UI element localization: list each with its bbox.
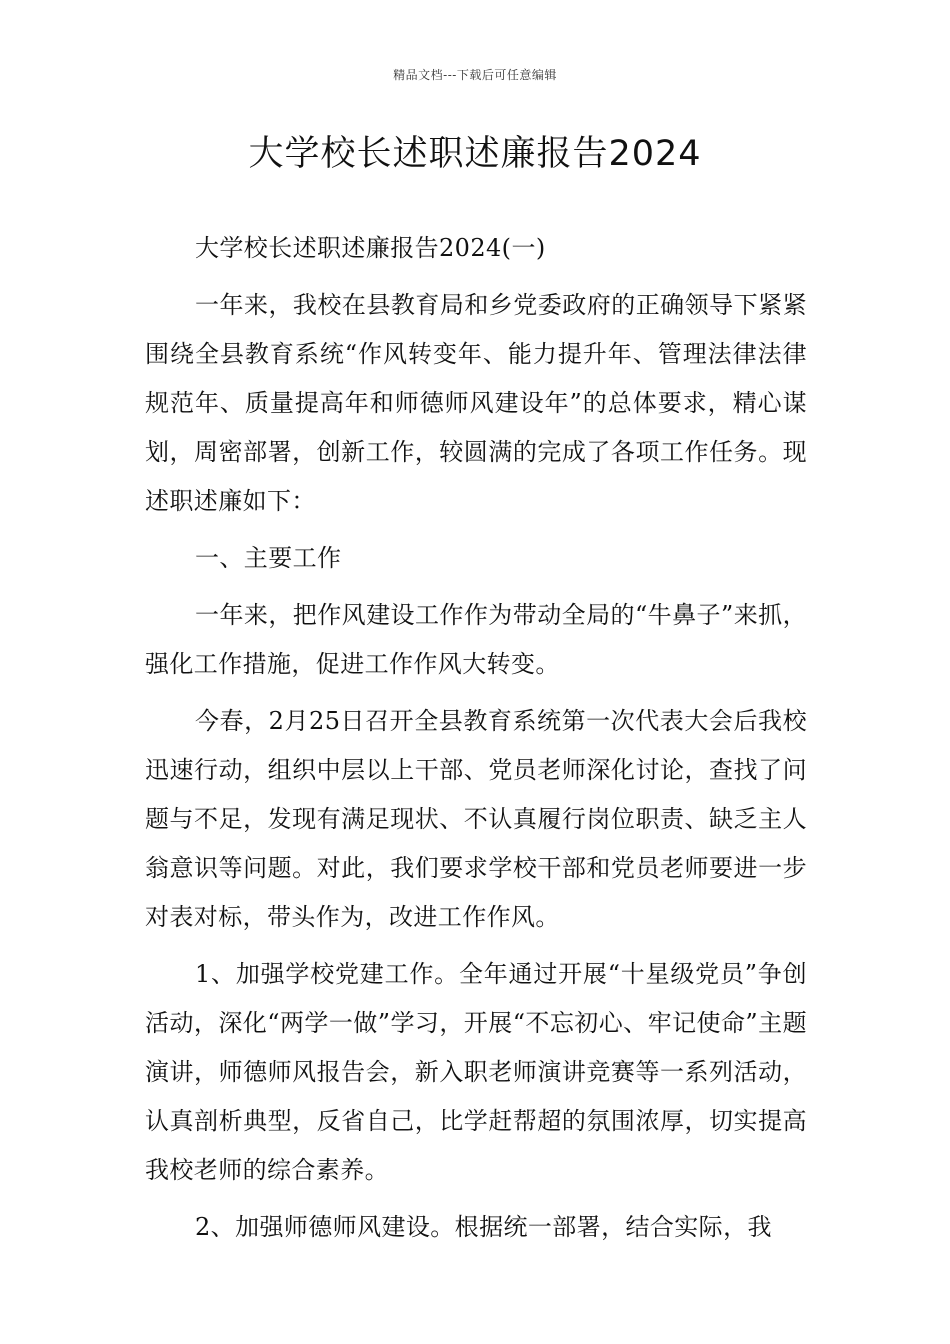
paragraph-teacher-ethics: 2、加强师德师风建设。根据统一部署，结合实际，我	[195, 1213, 772, 1241]
paragraph-work-style: 一年来，把作风建设工作作为带动全局的“牛鼻子”来抓，强化工作措施，促进工作作风大转变。	[145, 601, 807, 678]
document-title: 大学校长述职述廉报告2024	[248, 134, 702, 174]
paragraph-spring-meeting: 今春，2月25日召开全县教育系统第一次代表大会后我校迅速行动，组织中层以上干部、党员老师深化讨论，查找了问题与不足，发现有满足现状、不认真履行岗位职责、缺乏主人翁意识等问题。对此，我们要求学校干部和党员老师要进一步对表对标，带头作为，改进工作作风。	[145, 707, 807, 931]
paragraph-intro: 一年来，我校在县教育局和乡党委政府的正确领导下紧紧围绕全县教育系统“作风转变年、能力提升年、管理法律法律规范年、质量提高年和师德师风建设年”的总体要求，精心谋划，周密部署，创新工作，较圆满的完成了各项工作任务。现述职述廉如下：	[145, 291, 807, 515]
page-header-note: 精品文档---下载后可任意编辑	[393, 68, 557, 82]
document-body	[145, 224, 807, 1252]
document-subtitle: 大学校长述职述廉报告2024(一)	[195, 234, 546, 262]
section-heading-main-work: 一、主要工作	[195, 544, 342, 572]
paragraph-party-building: 1、加强学校党建工作。全年通过开展“十星级党员”争创活动，深化“两学一做”学习，开展“不忘初心、牢记使命”主题演讲，师德师风报告会，新入职老师演讲竞赛等一系列活动，认真剖析典型，反省自己，比学赶帮超的氛围浓厚，切实提高我校老师的综合素养。	[145, 960, 807, 1184]
